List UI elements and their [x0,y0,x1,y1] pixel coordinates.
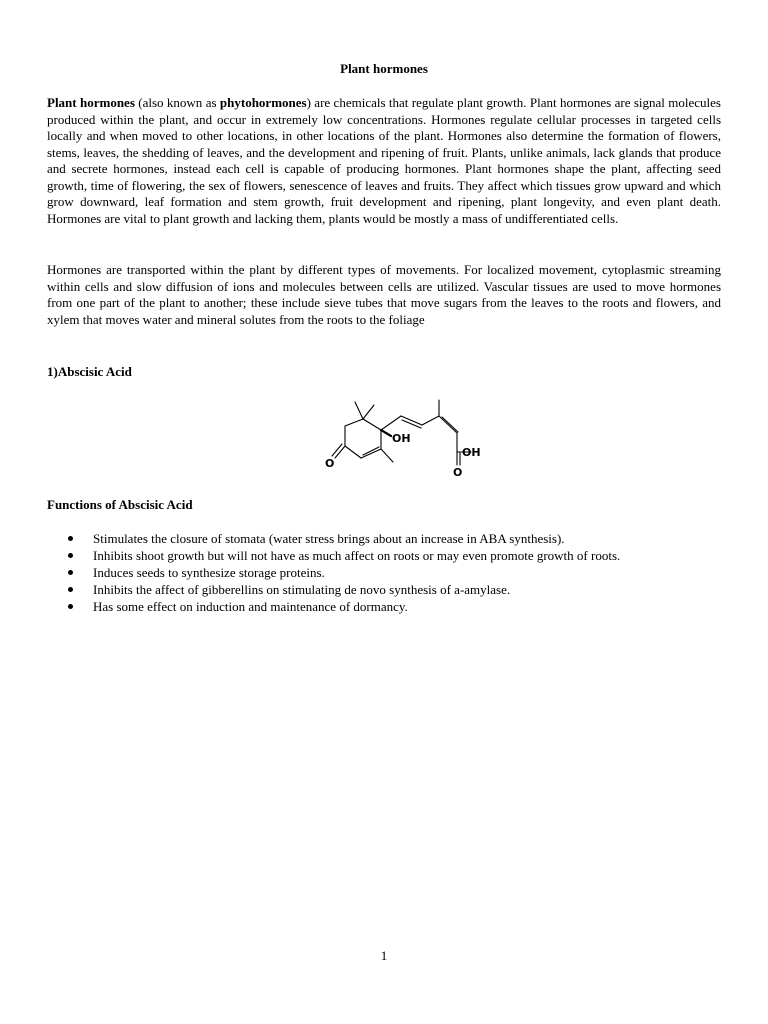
bullet-icon [68,604,73,609]
hydroxyl-bond [381,430,391,436]
methyl-bond [363,405,374,419]
chain-double-bond [402,420,421,428]
methyl-bond [381,449,393,462]
acid-oxygen-label: O [453,466,463,479]
ketone-double-bond [332,444,342,456]
bullet-icon [68,587,73,592]
chain-double-bond [442,417,458,432]
ketone-bond [335,446,345,458]
ring-bond [363,419,381,430]
intro-rest: ) are chemicals that regulate plant growth. Plant hormones are signal molecules produced within the plant, and occur in extremely low concentrations. Hormones regulate cellular processes in targeted cells locally and when moved to other locations, in other locations of the plant. Hormones also determine the formation of flowers, stems, leaves, the shedding of leaves, and the development and ripening of fruit. Plants, unlike animals, lack glands that produce and secrete hormones, instead each cell is capable of producing hormones. Plant hormones shape the plant, affecting seed growth, time of flowering, the sex of flowers, senescence of leaves and fruits. They affect which tissues grow upward and which grow downward, leaf formation and stem growth, fruit development and ripening, plant longevity, and even plant death. Hormones are vital to plant growth and lacking them, plants would be mostly a mass of undifferentiated cells. [47,95,721,226]
functions-heading: Functions of Abscisic Acid [47,497,193,512]
hydroxyl-label: OH [392,432,411,445]
intro-paragraph [47,95,721,227]
document-title: Plant hormones [340,61,428,76]
chain-bond [439,416,457,433]
list-item-text: Induces seeds to synthesize storage proteins. [93,565,325,580]
list-item-text: Inhibits the affect of gibberellins on stimulating de novo synthesis of a-amylase. [93,582,511,597]
ring-bond [345,446,361,458]
methyl-bond [355,402,363,419]
list-item-text: Stimulates the closure of stomata (water stress brings about an increase in ABA synthesis). [93,531,565,546]
intro-term: Plant hormones [47,95,135,110]
list-item-text: Has some effect on induction and maintenance of dormancy. [93,599,408,614]
list-item [47,564,721,581]
list-item [47,530,721,547]
acid-hydroxyl-label: OH [462,446,481,459]
chain-bond [381,416,401,430]
list-item [47,598,721,615]
page-number: 1 [380,948,388,963]
list-item-text: Inhibits shoot growth but will not have as much affect on roots or may even promote growth of roots. [93,548,621,563]
list-item [47,547,721,564]
ring-bond [345,419,363,426]
chain-bond [422,416,439,425]
ring-bond [361,449,381,458]
transport-paragraph: Hormones are transported within the plant by different types of movements. For localized movement, cytoplasmic streaming within cells and slow diffusion of ions and molecules between cells are utilized. Vascular tissues are used to move hormones from one part of the plant to another; these include sieve tubes that move sugars from the leaves to the roots and flowers, and xylem that moves water and mineral solutes from the roots to the foliage [47,262,721,327]
bullet-icon [68,553,73,558]
section-heading-abscisic-acid: 1)Abscisic Acid [47,364,132,379]
list-item [47,581,721,598]
ketone-oxygen-label: O [325,457,335,470]
abscisic-acid-structure [297,392,481,482]
bullet-icon [68,536,73,541]
functions-list [47,530,721,615]
intro-aka-prefix: (also known as [134,95,220,110]
bullet-icon [68,570,73,575]
intro-aka-term: phytohormones [219,95,307,110]
